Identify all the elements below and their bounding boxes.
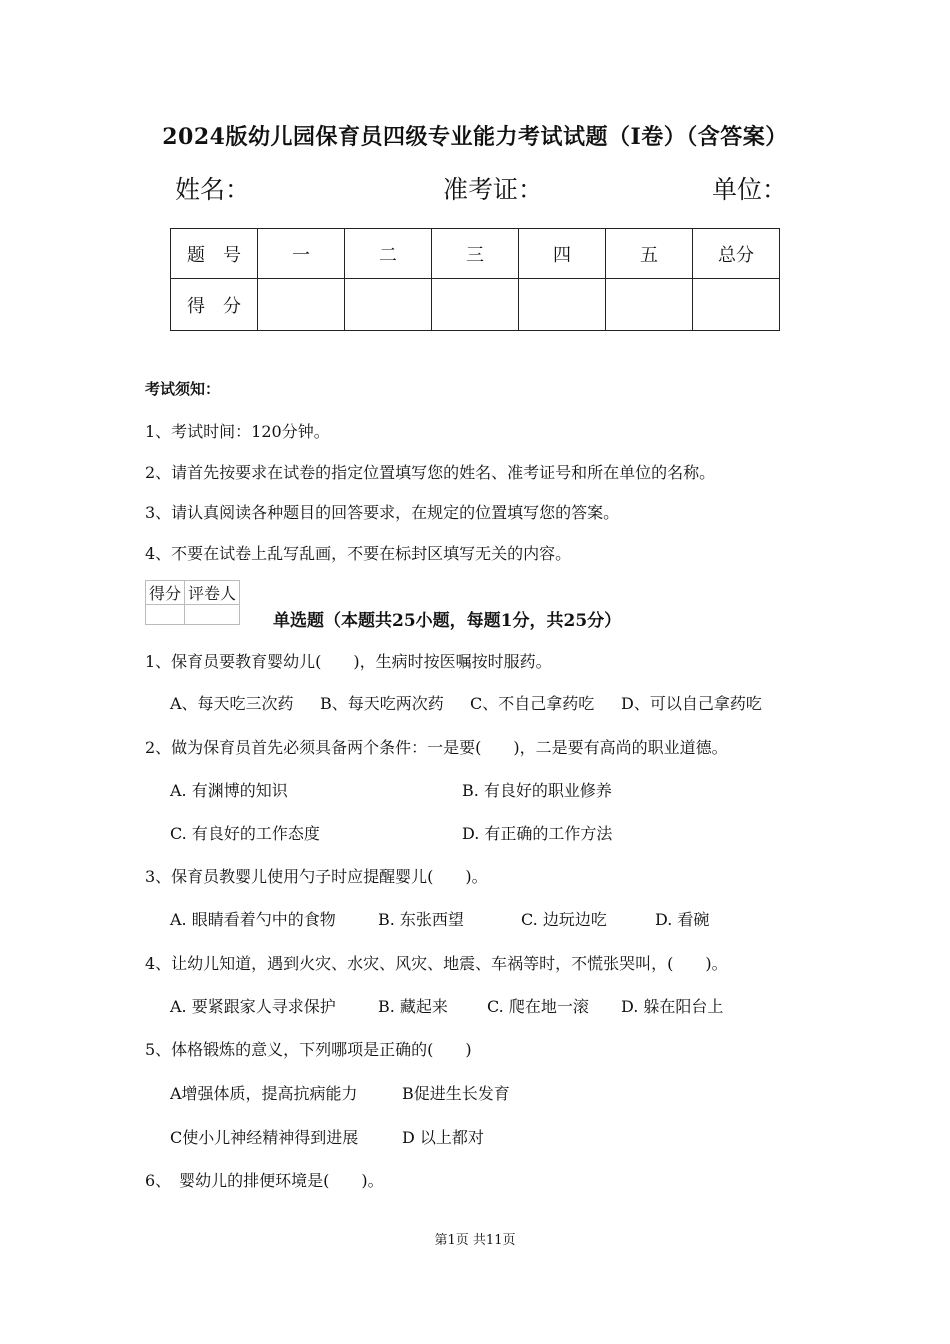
header-cell: 四 [519,229,606,279]
option-b: B. 有良好的职业修养 [462,781,612,800]
option-c: C、不自己拿药吃 [470,694,595,713]
option-a: A. 要紧跟家人寻求保护 [170,997,336,1016]
option-c: C. 爬在地一滚 [487,997,589,1016]
header-cell: 二 [345,229,432,279]
score-table-header-row [171,229,780,279]
row-label-cell: 得 分 [171,279,258,331]
section-title: 单选题（本题共25小题，每题1分，共25分） [273,611,622,631]
question-stem: 1、保育员要教育婴幼儿( )，生病时按医嘱按时服药。 [145,652,552,671]
score-cell[interactable] [606,279,693,331]
option-a: A. 有渊博的知识 [170,781,288,800]
header-cell: 题 号 [171,229,258,279]
option-d: D 以上都对 [402,1128,484,1147]
score-cell[interactable] [258,279,345,331]
header-cell: 一 [258,229,345,279]
score-cell[interactable] [432,279,519,331]
header-cell: 五 [606,229,693,279]
option-d: D. 看碗 [655,910,710,929]
grader-score-label: 得分 [146,581,185,605]
option-b: B. 藏起来 [378,997,448,1016]
unit-label: 单位： [712,175,788,204]
notice-heading: 考试须知： [145,380,221,398]
notice-item: 4、不要在试卷上乱写乱画，不要在标封区填写无关的内容。 [145,544,572,563]
question-stem: 5、体格锻炼的意义，下列哪项是正确的( ) [145,1040,472,1059]
page-footer: 第1页 共11页 [434,1233,516,1248]
option-b: B促进生长发育 [402,1084,510,1103]
option-b: B、每天吃两次药 [320,694,444,713]
grader-box [145,580,240,625]
option-c: C. 边玩边吃 [521,910,607,929]
header-cell: 总分 [693,229,780,279]
notice-item: 3、请认真阅读各种题目的回答要求，在规定的位置填写您的答案。 [145,503,620,522]
score-table [170,228,780,331]
exam-id-label: 准考证： [443,175,544,204]
option-d: D. 躲在阳台上 [621,997,724,1016]
grader-reviewer-cell[interactable] [185,605,240,625]
option-c: C使小儿神经精神得到进展 [170,1128,359,1147]
option-d: D. 有正确的工作方法 [462,824,613,843]
question-stem: 6、 婴幼儿的排便环境是( )。 [145,1171,384,1190]
score-cell[interactable] [345,279,432,331]
grader-reviewer-label: 评卷人 [185,581,240,605]
question-stem: 2、做为保育员首先必须具备两个条件：一是要( )，二是要有高尚的职业道德。 [145,738,728,757]
page-title: 2024版幼儿园保育员四级专业能力考试试题（I卷）（含答案） [162,124,788,150]
option-c: C. 有良好的工作态度 [170,824,320,843]
notice-item: 1、考试时间：120分钟。 [145,422,330,441]
question-stem: 3、保育员教婴儿使用勺子时应提醒婴儿( )。 [145,867,488,886]
score-cell[interactable] [519,279,606,331]
notice-item: 2、请首先按要求在试卷的指定位置填写您的姓名、准考证号和所在单位的名称。 [145,463,716,482]
question-stem: 4、让幼儿知道，遇到火灾、水灾、风灾、地震、车祸等时，不慌张哭叫，( )。 [145,954,728,973]
name-label: 姓名： [175,175,251,204]
score-table-score-row [171,279,780,331]
grader-score-cell[interactable] [146,605,185,625]
score-cell[interactable] [693,279,780,331]
option-b: B. 东张西望 [378,910,464,929]
option-a: A、每天吃三次药 [170,694,294,713]
option-d: D、可以自己拿药吃 [621,694,762,713]
option-a: A. 眼睛看着勺中的食物 [170,910,336,929]
option-a: A增强体质，提高抗病能力 [170,1084,358,1103]
header-cell: 三 [432,229,519,279]
